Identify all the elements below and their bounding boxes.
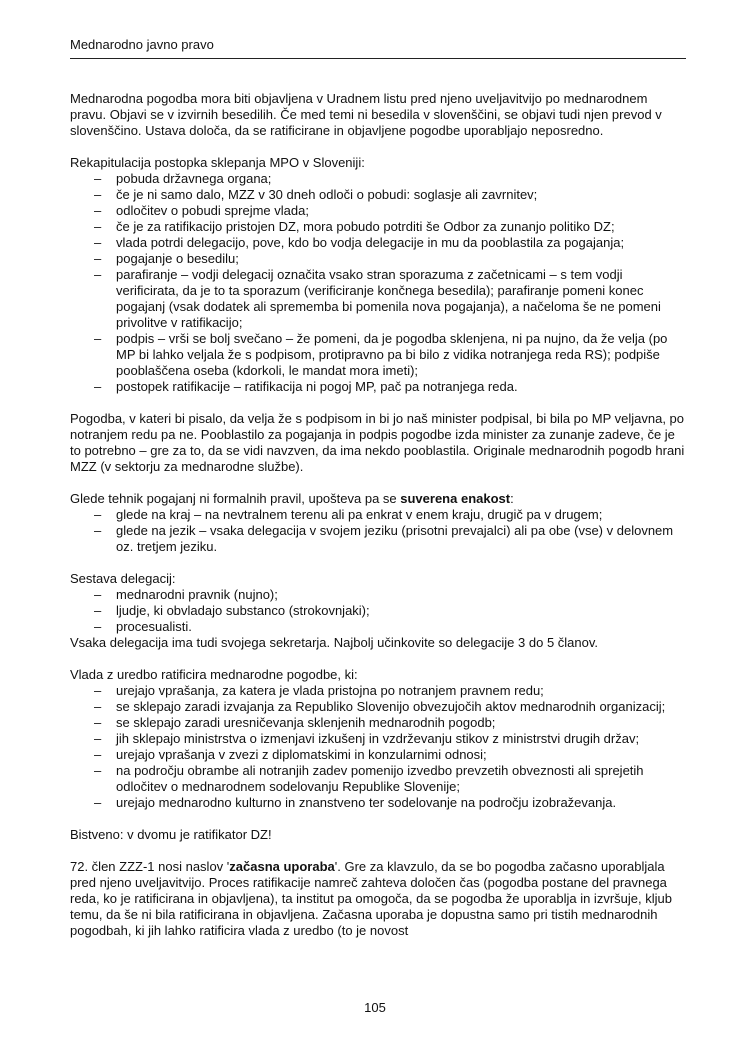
list-item: – se sklepajo zaradi uresničevanja sklenjenih mednarodnih pogodb;	[70, 715, 686, 731]
list-item: – če je ni samo dalo, MZZ v 30 dneh odloči o pobudi: soglasje ali zavrnitev;	[70, 187, 686, 203]
list-item: – pogajanje o besedilu;	[70, 251, 686, 267]
page-number: 105	[364, 1000, 386, 1015]
tehnike-heading-text: Glede tehnik pogajanj ni formalnih pravil, upošteva pa se	[70, 491, 401, 506]
list-item: – odločitev o pobudi sprejme vlada;	[70, 203, 686, 219]
tehnike-list	[70, 507, 686, 555]
sestava-heading: Sestava delegacij:	[70, 571, 176, 586]
list-item: – glede na jezik – vsaka delegacija v svojem jeziku (prisotni prevajalci) ali pa obe (vse) v delovnem oz. tretjem jeziku.	[70, 523, 686, 555]
list-item: – vlada potrdi delegacijo, pove, kdo bo vodja delegacije in mu da pooblastila za pogajanja;	[70, 235, 686, 251]
zacasna-paragraph	[70, 859, 686, 939]
sekretar-paragraph: Vsaka delegacija ima tudi svojega sekretarja. Najbolj učinkovite so delegacije 3 do 5 članov.	[70, 635, 599, 650]
list-item: – če je za ratifikacijo pristojen DZ, mora pobudo potrditi še Odbor za zunanjo politiko DZ;	[70, 219, 686, 235]
bold-suverena-enakost: suverena enakost	[400, 491, 511, 506]
page-footer	[0, 1000, 750, 1016]
pogodba-paragraph: Pogodba, v kateri bi pisalo, da velja že s podpisom in bi jo naš minister podpisal, bi bila po MP veljavna, po notranjem redu pa ne. Pooblastilo za pogajanja in podpis pogodbe izda minister za zunanje zadeve, če je to potrebno – gre za to, da se vidi navzven, da ima nekdo pooblastila. Originale mednarodnih pogodb hrani MZZ (v sektorju za mednarodne službe).	[70, 411, 685, 474]
list-item: – parafiranje – vodji delegacij označita vsako stran sporazuma z začetnicami – s tem vodji verificirata, da je to ta sporazum (verificiranje končnega besedila); parafiranje pomeni konec pogajanj (vsak dodatek ali sprememba bi pomenila nova pogajanja), a načeloma še ne pomeni privolitve v ratifikacijo;	[70, 267, 686, 331]
recap-list	[70, 171, 686, 395]
list-item: – procesualisti.	[70, 619, 686, 635]
list-item: – urejajo vprašanja v zvezi z diplomatskimi in konzularnimi odnosi;	[70, 747, 686, 763]
vlada-list	[70, 683, 686, 811]
list-item: – jih sklepajo ministrstva o izmenjavi izkušenj in vzdrževanju stikov z ministrstvi drugih držav;	[70, 731, 686, 747]
sestava-list	[70, 587, 686, 635]
bold-zacasna-uporaba: začasna uporaba	[229, 859, 335, 874]
vlada-heading: Vlada z uredbo ratificira mednarodne pogodbe, ki:	[70, 667, 358, 682]
list-item: – ljudje, ki obvladajo substanco (strokovnjaki);	[70, 603, 686, 619]
tehnike-heading	[70, 491, 686, 507]
list-item: – urejajo mednarodno kulturno in znanstveno ter sodelovanje na področju izobraževanja.	[70, 795, 686, 811]
bistveno-paragraph: Bistveno: v dvomu je ratifikator DZ!	[70, 827, 272, 842]
zacasna-text-after: '. Gre za klavzulo, da se bo pogodba začasno uporabljala pred njeno uveljavitvijo. Proces ratifikacije namreč zahteva določen čas (pogodba postane del pravnega reda, ko je ratificirana in objavljena), ta institut pa omogoča, da se pogodba že uporablja in izvršuje, kljub temu, da še ni bila ratificirana in objavljena. Začasna uporaba je dopustna samo pri tistih mednarodnih pogodbah, ki jih lahko ratificira vlada z uredbo (to je novost	[70, 859, 672, 938]
tehnike-heading-colon: :	[510, 491, 514, 506]
list-item: – pobuda državnega organa;	[70, 171, 686, 187]
list-item: – postopek ratifikacije – ratifikacija ni pogoj MP, pač pa notranjega reda.	[70, 379, 686, 395]
list-item: – na področju obrambe ali notranjih zadev pomenijo izvedbo prevzetih obveznosti ali sprejetih odločitev o mednarodnem sodelovanju Republike Slovenije;	[70, 763, 686, 795]
document-header	[70, 37, 686, 59]
list-item: – podpis – vrši se bolj svečano – že pomeni, da je pogodba sklenjena, ni pa nujno, da že velja (po MP bi lahko veljala že s podpisom, protipravno pa bi bilo z vidika notranjega reda RS); podpiše pooblaščena oseba (kdorkoli, le mandat mora imeti);	[70, 331, 686, 379]
list-item: – mednarodni pravnik (nujno);	[70, 587, 686, 603]
running-header-title: Mednarodno javno pravo	[70, 37, 214, 52]
list-item: – se sklepajo zaradi izvajanja za Republiko Slovenijo obvezujočih aktov mednarodnih organizacij;	[70, 699, 686, 715]
recap-heading: Rekapitulacija postopka sklepanja MPO v Sloveniji:	[70, 155, 365, 170]
zacasna-text-before: 72. člen ZZZ-1 nosi naslov '	[70, 859, 230, 874]
list-item: – glede na kraj – na nevtralnem terenu ali pa enkrat v enem kraju, drugič pa v drugem;	[70, 507, 686, 523]
intro-paragraph: Mednarodna pogodba mora biti objavljena v Uradnem listu pred njeno uveljavitvijo po mednarodnem pravu. Objavi se v izvirnih besedilih. Če med temi ni besedila v slovenščini, se objavi tudi njen prevod v slovenščino. Ustava določa, da se ratificirane in objavljene pogodbe uporabljajo neposredno.	[70, 91, 662, 138]
list-item: – urejajo vprašanja, za katera je vlada pristojna po notranjem pravnem redu;	[70, 683, 686, 699]
